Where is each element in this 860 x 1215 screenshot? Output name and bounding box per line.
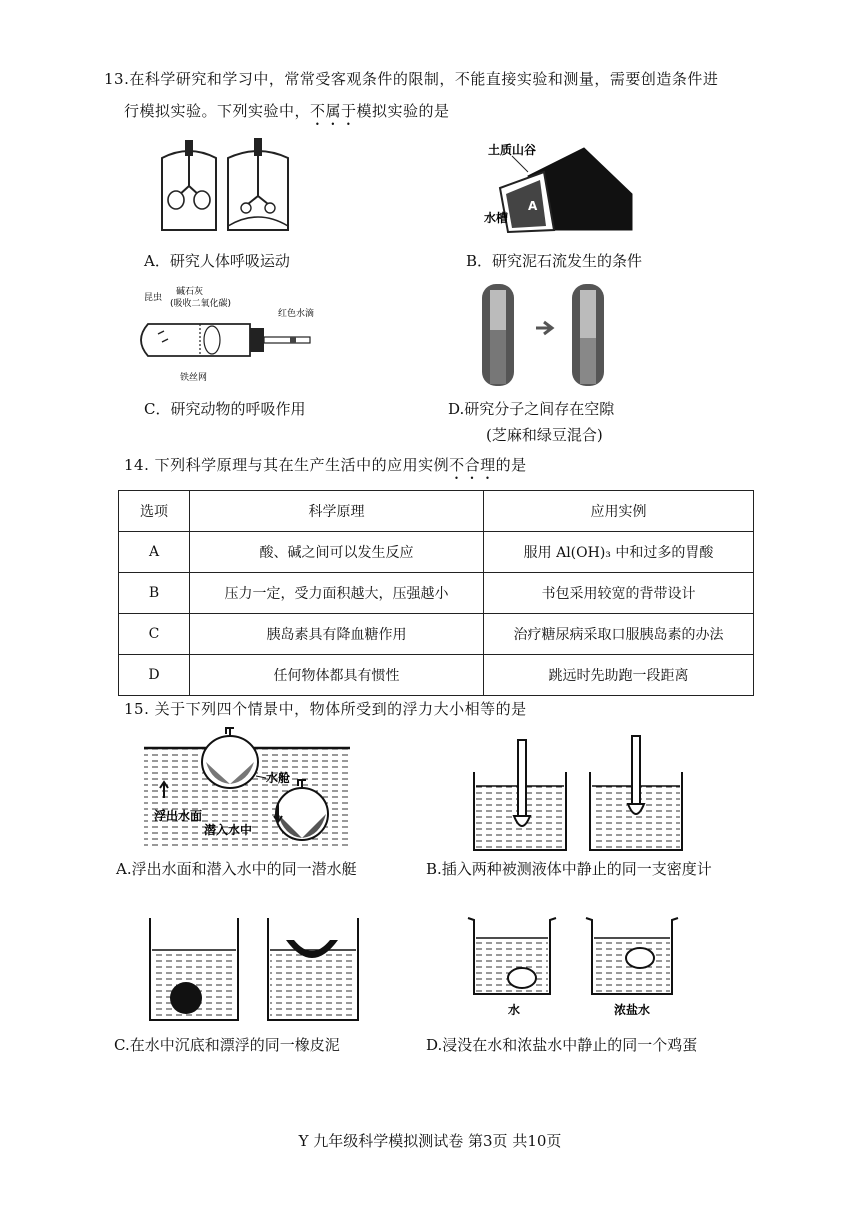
q14-question: 14. 下列科学原理与其在生产生活中的应用实例不合理的是	[124, 456, 527, 474]
label-a-mark: A	[528, 199, 538, 213]
label-water-tank: 水槽	[484, 211, 509, 225]
page-footer: Y 九年级科学模拟测试卷 第3页 共10页	[298, 1132, 562, 1150]
label-brine: 浓盐水	[614, 1003, 651, 1017]
label-red-drop: 红色水滴	[278, 309, 315, 319]
q13-emphasis: 不属于	[310, 102, 357, 120]
q13-option-d-sub: (芝麻和绿豆混合)	[486, 426, 603, 444]
q13-option-b: B．研究泥石流发生的条件	[466, 252, 643, 270]
q14-table	[118, 490, 754, 696]
table-cell: 胰岛素具有降血糖作用	[190, 614, 484, 655]
figure-13b-mudslide-model	[484, 138, 634, 238]
table-row	[119, 532, 754, 573]
q13-line2: 行模拟实验。下列实验中，不属于模拟实验的是	[124, 102, 450, 120]
q13-line1: 13.在科学研究和学习中，常常受客观条件的限制，不能直接实验和测量，需要创造条件进	[104, 70, 719, 88]
table-cell: D	[119, 655, 190, 696]
figure-15a-submarine	[142, 728, 352, 850]
header-option: 选项	[119, 491, 190, 532]
q13-option-c: C．研究动物的呼吸作用	[144, 400, 306, 418]
table-cell: 任何物体都具有惯性	[190, 655, 484, 696]
table-cell: 压力一定，受力面积越大，压强越小	[190, 573, 484, 614]
table-cell: 治疗糖尿病采取口服胰岛素的办法	[484, 614, 754, 655]
q15-question: 15. 关于下列四个情景中，物体所受到的浮力大小相等的是	[124, 700, 527, 718]
q13-option-a: A．研究人体呼吸运动	[144, 252, 290, 270]
figure-15d-eggs	[466, 910, 682, 1020]
table-header-row	[119, 491, 754, 532]
figure-13a-breathing-model	[158, 138, 298, 238]
table-cell: C	[119, 614, 190, 655]
label-water: 水	[508, 1003, 521, 1017]
q15-option-d: D.浸没在水和浓盐水中静止的同一个鸡蛋	[426, 1036, 698, 1054]
figure-15b-hydrometers	[466, 736, 696, 852]
figure-15c-plasticine	[146, 916, 368, 1024]
q15-option-c: C.在水中沉底和漂浮的同一橡皮泥	[114, 1036, 340, 1054]
label-soda-lime-note: (吸收二氧化碳)	[170, 299, 232, 309]
q14-emphasis: 不合理	[449, 456, 496, 474]
table-cell: 酸、碱之间可以发生反应	[190, 532, 484, 573]
table-cell: A	[119, 532, 190, 573]
table-row	[119, 573, 754, 614]
label-water-tank-15: 水舱	[266, 771, 291, 785]
table-cell: 服用 Al(OH)₃ 中和过多的胃酸	[484, 532, 754, 573]
table-cell: 跳远时先助跑一段距离	[484, 655, 754, 696]
figure-13d-mixing-cylinders	[476, 280, 616, 392]
label-insect: 昆虫	[144, 293, 163, 303]
table-row	[119, 655, 754, 696]
header-example: 应用实例	[484, 491, 754, 532]
q15-option-a: A.浮出水面和潜入水中的同一潜水艇	[116, 860, 357, 878]
q15-option-b: B.插入两种被测液体中静止的同一支密度计	[426, 860, 712, 878]
header-principle: 科学原理	[190, 491, 484, 532]
label-soil-valley: 土质山谷	[488, 143, 537, 157]
label-wire-mesh: 铁丝网	[180, 373, 208, 383]
label-submerge: 潜入水中	[204, 823, 253, 837]
figure-13c-respiration-tube	[140, 282, 360, 382]
label-surface: 浮出水面	[154, 809, 203, 823]
label-soda-lime: 碱石灰	[176, 287, 204, 297]
table-row	[119, 614, 754, 655]
table-cell: B	[119, 573, 190, 614]
q13-option-d: D.研究分子之间存在空隙	[448, 400, 615, 418]
table-cell: 书包采用较宽的背带设计	[484, 573, 754, 614]
